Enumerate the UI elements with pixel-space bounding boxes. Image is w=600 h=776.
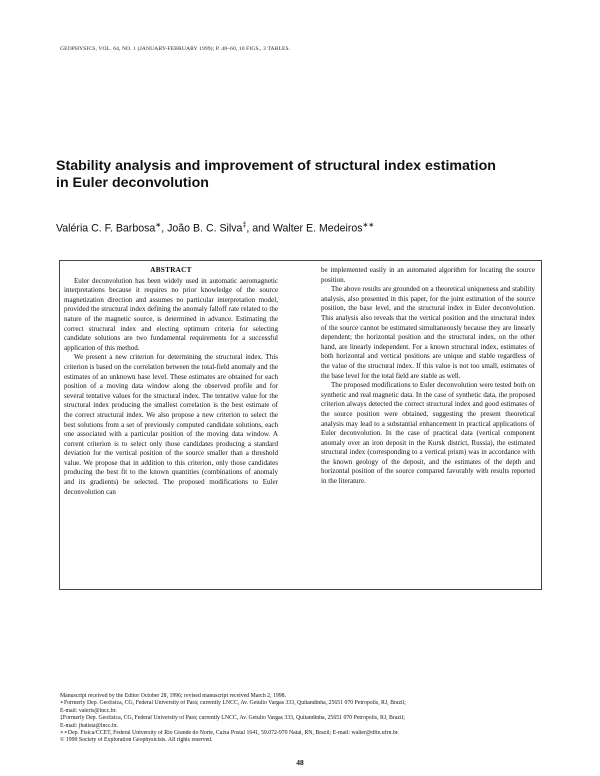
footnote-line: Manuscript received by the Editor October 28, 1996; revised manuscript received March 2, 1998. xyxy=(60,693,287,699)
abstract-heading: ABSTRACT xyxy=(150,266,192,274)
author-list xyxy=(56,221,536,235)
author-1: Valéria C. F. Barbosa xyxy=(56,222,156,235)
author-separator-2: , and xyxy=(246,222,273,235)
abstract-right-column xyxy=(321,266,535,487)
paper-title xyxy=(56,158,536,192)
footnote-line: E-mail: valeris@lncc.br. xyxy=(60,707,117,714)
footnotes xyxy=(60,693,550,745)
journal-header: GEOPHYSICS, VOL. 64, NO. 1 (JANUARY-FEBRUARY 1999); P. 48–60, 10 FIGS., 3 TABLES. xyxy=(60,46,291,52)
abstract-paragraph: The proposed modifications to Euler deconvolution were tested both on synthetic and real magnetic data. In the case of synthetic data, the proposed criterion always detected the correct structural index and good estimates of the source position were obtained, suggesting the present theoretical analysis may lead to a substantial enhancement in practical applications of Euler deconvolution. In the case of practical data (vertical component anomaly over an iron deposit in the Kursk district, Russia), the estimated structural index (corresponding to a vertical prism) was in accordance with the known geology of the deposit, and the estimates of the depth and horizontal position of the source compared favorably with results reported in the literature. xyxy=(321,381,535,486)
footnote-line: ∗Formerly Dep. Geofísica, CG, Federal University of Pará; currently LNCC, Av. Getulio Vargas 333, Quitandinha, 25651 070 Petropolis, RJ, Brazil; xyxy=(60,700,406,707)
abstract-paragraph-continuation: be implemented easily in an automated algorithm for locating the source position. xyxy=(321,266,535,284)
author-2-mark: ‡ xyxy=(242,222,247,229)
author-separator-1: , xyxy=(161,222,168,235)
title-line-2: in Euler deconvolution xyxy=(56,175,209,191)
title-line-1: Stability analysis and improvement of structural index estimation xyxy=(56,158,496,174)
abstract-left-column xyxy=(64,266,278,497)
author-2: João B. C. Silva xyxy=(167,222,243,235)
abstract-paragraph: Euler deconvolution has been widely used in automatic aeromagnetic interpretations because it requires no prior knowledge of the source magnetization direction and assumes no particular interpretation model, provided the structural index defining the anomaly falloff rate related to the nature of the magnetic source, is determined in advance. Estimating the correct structural index and electing optimum criteria for selecting candidate solutions are two fundamental requirements for a successful application of this method. xyxy=(64,276,278,352)
footnote-line: ∗∗Dep. Física/CCET, Federal University of Rio Grande do Norte, Caixa Postal 1641, 59.072-970 Natal, RN, Brazil; E-mail: walter@dfte.ufrn.br. xyxy=(60,730,399,737)
abstract-paragraph: We present a new criterion for determining the structural index. This criterion is based on the correlation between the total-field anomaly and the estimates of an unknown base level. These estimates are obtained for each position of a moving data window along the observed profile and for several tentative values for the structural index. The tentative value for the structural index producing the smallest correlation is the best estimate of the correct structural index. We also propose a new criterion to select the best solutions from a set of previously computed candidate solutions, each one associated with a particular position of the moving data window. A current criterion is to select only those candidates producing a standard deviation for the vertical position of the source smaller than a threshold value. We propose that in addition to this criterion, only those candidates producing the best fit to the known quantities (combinations of anomaly and its gradients) be selected. The proposed modifications to Euler deconvolution can xyxy=(64,353,278,496)
author-3: Walter E. Medeiros xyxy=(272,222,363,235)
footnote-line: E-mail: jbatista@lncc.br. xyxy=(60,722,118,729)
author-3-mark: ∗∗ xyxy=(362,222,375,229)
abstract-paragraph: The above results are grounded on a theoretical uniqueness and stability analysis, also presented in this paper, for the joint estimation of the source position, the base level, and the structural index in Euler deconvolution. This analysis also reveals that the vertical position and the structural index of the source cannot be estimated simultaneously because they are linearly dependent; the horizontal position and the structural index, on the other hand, are linearly independent. For a known structural index, estimates of both horizontal and vertical positions are unique and stable regardless of the value of the structural index. If this value is not too small, estimates of the base level for the total field are stable as well. xyxy=(321,285,535,380)
footnote-line: ‡Formerly Dep. Geofísica, CG, Federal University of Pará; currently LNCC, Av. Getulio Vargas 333, Quitandinha, 25651 070 Petropolis, RJ, Brazil; xyxy=(60,715,405,722)
copyright-line: © 1999 Society of Exploration Geophysicists. All rights reserved. xyxy=(60,737,213,744)
author-1-mark: ∗ xyxy=(155,222,162,229)
page-number: 48 xyxy=(296,758,304,767)
